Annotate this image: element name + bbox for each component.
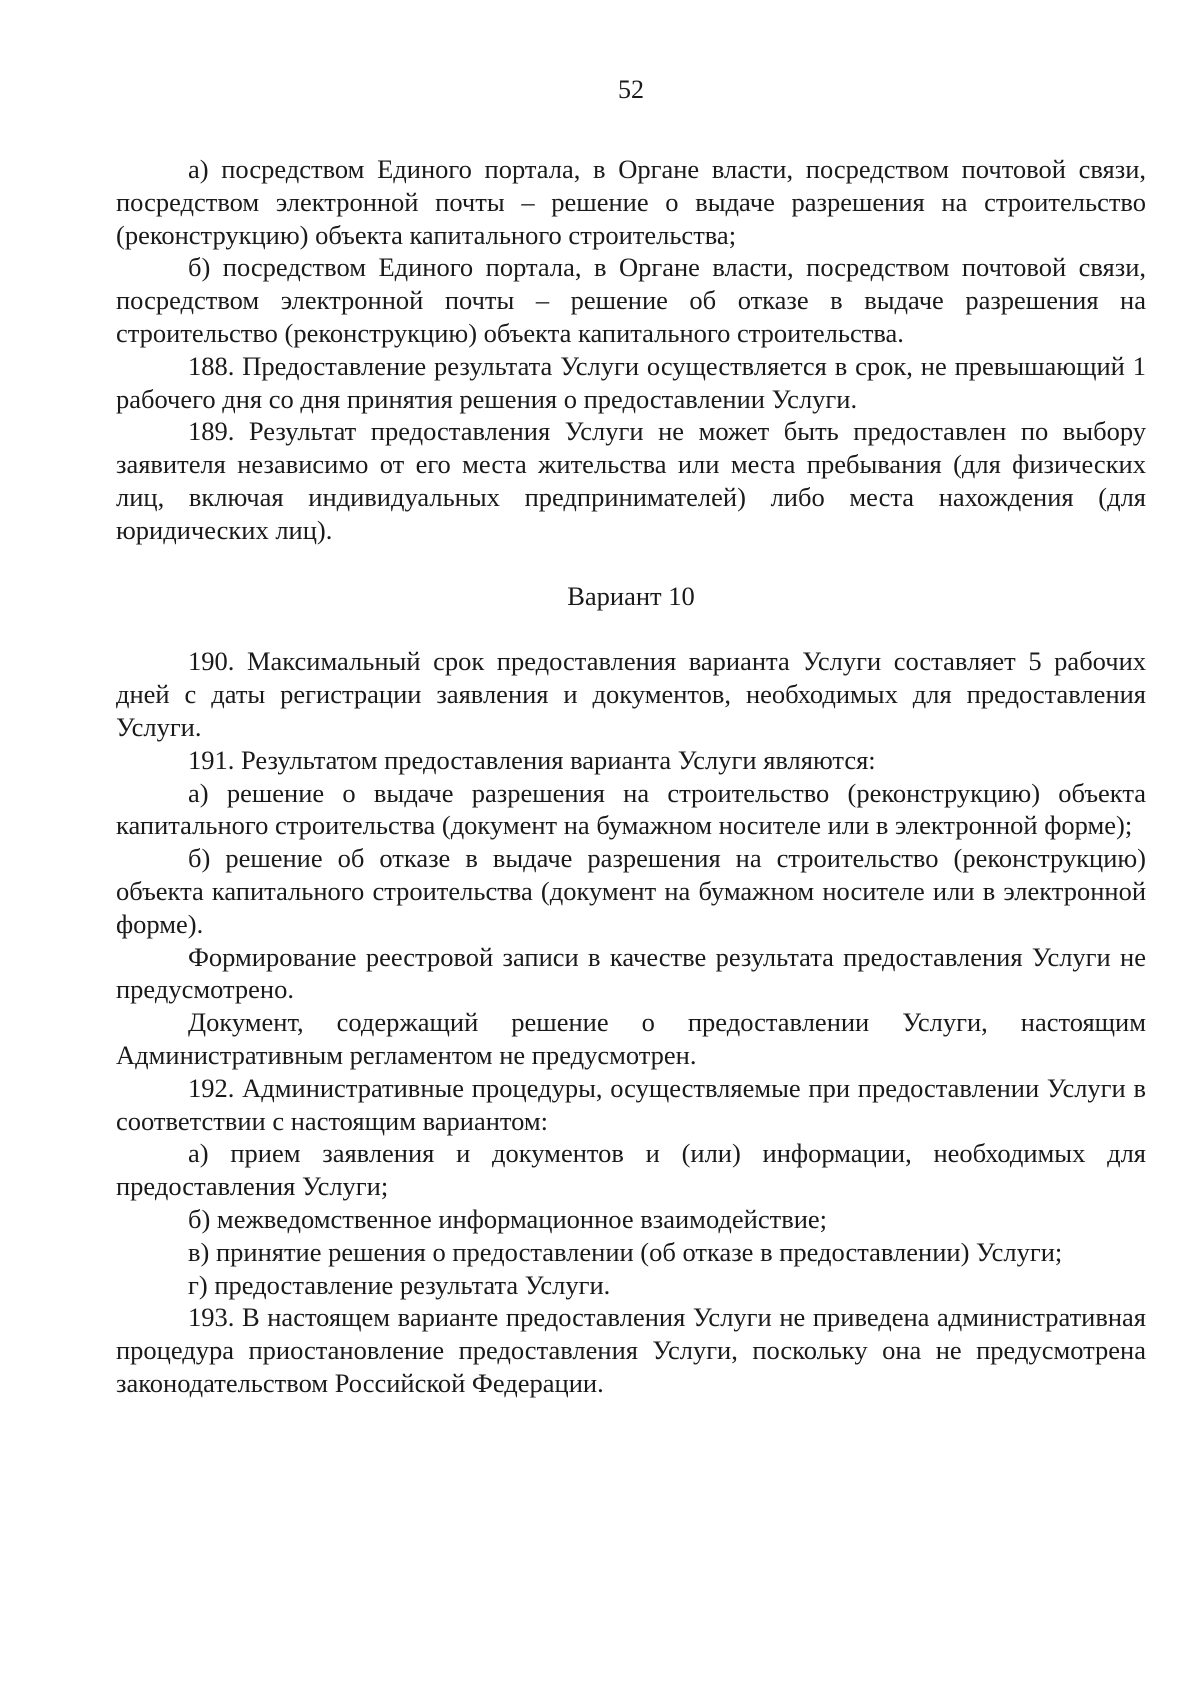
document-body — [116, 153, 1146, 1400]
paragraph-191-item-a: а) решение о выдаче разрешения на строительство (реконструкцию) объекта капитального строительства (документ на бумажном носителе или в электронной форме); — [116, 777, 1146, 841]
paragraph-191: 191. Результатом предоставления варианта Услуги являются: — [188, 744, 876, 775]
paragraph-192: 192. Административные процедуры, осуществляемые при предоставлении Услуги в соответствии с настоящим вариантом: — [116, 1072, 1146, 1136]
paragraph-decision-document: Документ, содержащий решение о предоставлении Услуги, настоящим Административным регламентом не предусмотрен. — [116, 1007, 1146, 1070]
paragraph-192-item-d: г) предоставление результата Услуги. — [188, 1269, 611, 1300]
paragraph-item-a-portal-approval: а) посредством Единого портала, в Органе власти, посредством почтовой связи, посредством электронной почты – решение о выдаче разрешения на строительство (реконструкцию) объекта капитального строительства; — [116, 154, 1146, 250]
section-heading-variant-10: Вариант 10 — [567, 580, 695, 611]
paragraph-192-item-a: а) прием заявления и документов и (или) информации, необходимых для предоставления Услуги; — [116, 1138, 1146, 1202]
paragraph-193: 193. В настоящем варианте предоставления Услуги не приведена административная процедура приостановление предоставления Услуги, поскольку она не предусмотрена законодательством Российской Федерации. — [116, 1302, 1146, 1398]
paragraph-191-item-b: б) решение об отказе в выдаче разрешения на строительство (реконструкцию) объекта капитального строительства (документ на бумажном носителе или в электронной форме). — [116, 843, 1146, 939]
paragraph-item-b-portal-refusal: б) посредством Единого портала, в Органе власти, посредством почтовой связи, посредством электронной почты – решение об отказе в выдаче разрешения на строительство (реконструкцию) объекта капитального строительства. — [116, 252, 1146, 348]
paragraph-registry-record: Формирование реестровой записи в качестве результата предоставления Услуги не предусмотрено. — [116, 941, 1146, 1005]
paragraph-188: 188. Предоставление результата Услуги осуществляется в срок, не превышающий 1 рабочего дня со дня принятия решения о предоставлении Услуги. — [116, 350, 1146, 414]
paragraph-189: 189. Результат предоставления Услуги не может быть предоставлен по выбору заявителя независимо от его места жительства или места пребывания (для физических лиц, включая индивидуальных предпринимателей) либо места нахождения (для юридических лиц). — [116, 416, 1146, 545]
page-number: 52 — [618, 75, 644, 104]
paragraph-190: 190. Максимальный срок предоставления варианта Услуги составляет 5 рабочих дней с даты регистрации заявления и документов, необходимых для предоставления Услуги. — [116, 646, 1146, 742]
paragraph-192-item-b: б) межведомственное информационное взаимодействие; — [188, 1203, 828, 1234]
paragraph-192-item-c: в) принятие решения о предоставлении (об отказе в предоставлении) Услуги; — [188, 1236, 1063, 1267]
